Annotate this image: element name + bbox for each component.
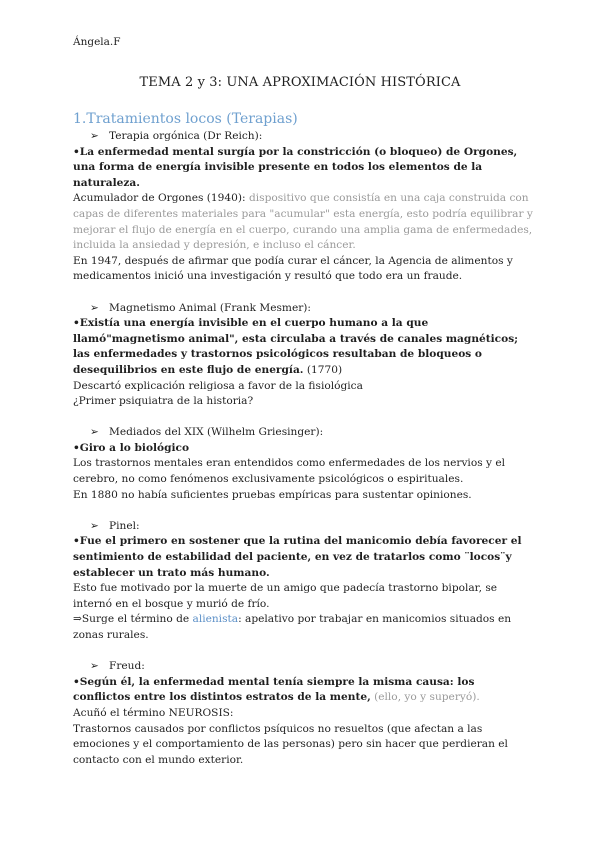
arrow-bullet-icon: ➢ (90, 301, 99, 314)
freud-main-point (73, 675, 533, 706)
spacer (73, 503, 533, 519)
reich-accumulator-paragraph (73, 191, 533, 253)
freud-line: Acuñó el término NEUROSIS: (73, 706, 234, 719)
griesinger-main-point: •Giro a lo biológico (73, 441, 190, 454)
topic-label: Pinel: (109, 519, 140, 532)
topic-label: Terapia orgónica (Dr Reich): (109, 130, 263, 142)
arrow-bullet-icon: ➢ (90, 660, 99, 673)
mesmer-question: ¿Primer psiquiatra de la historia? (73, 395, 254, 408)
page-title: TEMA 2 y 3: UNA APROXIMACIÓN HISTÓRICA (139, 75, 461, 90)
document-body (73, 110, 533, 768)
mesmer-bold-text: •Existía una energía invisible en el cuerpo humano a la que llamó"magnetismo animal", esta circulaba a través de canales magnéticos; las enfermedades y trastornos psicológicos resultaban de bloqueos o desequilibrios en este flujo de energía. (73, 317, 519, 376)
arrow-bullet-icon: ➢ (90, 130, 99, 142)
topic-reich-heading (73, 129, 533, 145)
spacer (73, 410, 533, 426)
arrow-bullet-icon: ➢ (90, 519, 99, 532)
spacer (73, 285, 533, 301)
topic-mesmer-heading (73, 301, 533, 317)
topic-label: Freud: (109, 660, 145, 673)
topic-griesinger-heading (73, 425, 533, 441)
griesinger-line: Los trastornos mentales eran entendidos como enfermedades de los nervios y el cerebro, no como fenómenos exclusivamente psicológicos o espirituales. (73, 457, 506, 486)
accumulator-label: Acumulador de Orgones (1940): (73, 192, 246, 205)
alienista-term: alienista (192, 613, 239, 626)
double-arrow-icon: ⇒ (73, 613, 82, 626)
freud-line: Trastornos causados por conflictos psíquicos no resueltos (que afectan a las emociones y el comportamiento de las personas) pero sin hacer que perdieran el contacto con el mundo exterior. (73, 722, 508, 766)
reich-fraud-paragraph: En 1947, después de afirmar que podía curar el cáncer, la Agencia de alimentos y medicamentos inició una investigación y resultó que todo era un fraude. (73, 254, 513, 283)
section-heading: 1.Tratamientos locos (Terapias) (73, 111, 298, 127)
topic-label: Mediados del XIX (Wilhelm Griesinger): (109, 426, 324, 439)
pinel-alienista-paragraph (73, 612, 533, 643)
topic-freud-heading (73, 659, 533, 675)
author-name: Ángela.F (73, 36, 121, 48)
topic-label: Magnetismo Animal (Frank Mesmer): (109, 301, 311, 314)
accumulator-description: dispositivo que consistía en una caja construida con capas de diferentes materiales para "acumular" esta energía, esto podría equilibrar y mejorar el flujo de energía en el cuerpo, curando una amplia gama de enfermedades, incluida la ansiedad y depresión, e incluso el cáncer. (73, 192, 533, 252)
pinel-text: : apelativo por trabajar en manicomios situados en zonas rurales. (73, 613, 512, 641)
freud-gray-text: (ello, yo y superyó). (370, 691, 480, 704)
mesmer-main-point (73, 316, 533, 378)
mesmer-year: (1770) (303, 363, 343, 376)
pinel-text: Surge el término de (81, 613, 193, 626)
griesinger-line: En 1880 no había suficientes pruebas empíricas para sustentar opiniones. (73, 488, 472, 501)
spacer (73, 644, 533, 660)
pinel-main-point: •Fue el primero en sostener que la rutina del manicomio debía favorecer el sentimiento de estabilidad del paciente, en vez de tratarlos como ¨locos¨y establecer un trato más humano. (73, 535, 522, 579)
pinel-line: Esto fue motivado por la muerte de un amigo que padecía trastorno bipolar, se internó en el bosque y murió de frío. (73, 582, 498, 610)
freud-bold-text: •Según él, la enfermedad mental tenía siempre la misma causa: los conflictos entre los distintos estratos de la mente, (73, 675, 475, 704)
reich-main-point: •La enfermedad mental surgía por la constricción (o bloqueo) de Orgones, una forma de energía invisible presente en todos los elementos de la naturaleza. (73, 145, 518, 189)
topic-pinel-heading (73, 519, 533, 535)
mesmer-line: Descartó explicación religiosa a favor de la fisiológica (73, 379, 363, 392)
arrow-bullet-icon: ➢ (90, 426, 99, 439)
